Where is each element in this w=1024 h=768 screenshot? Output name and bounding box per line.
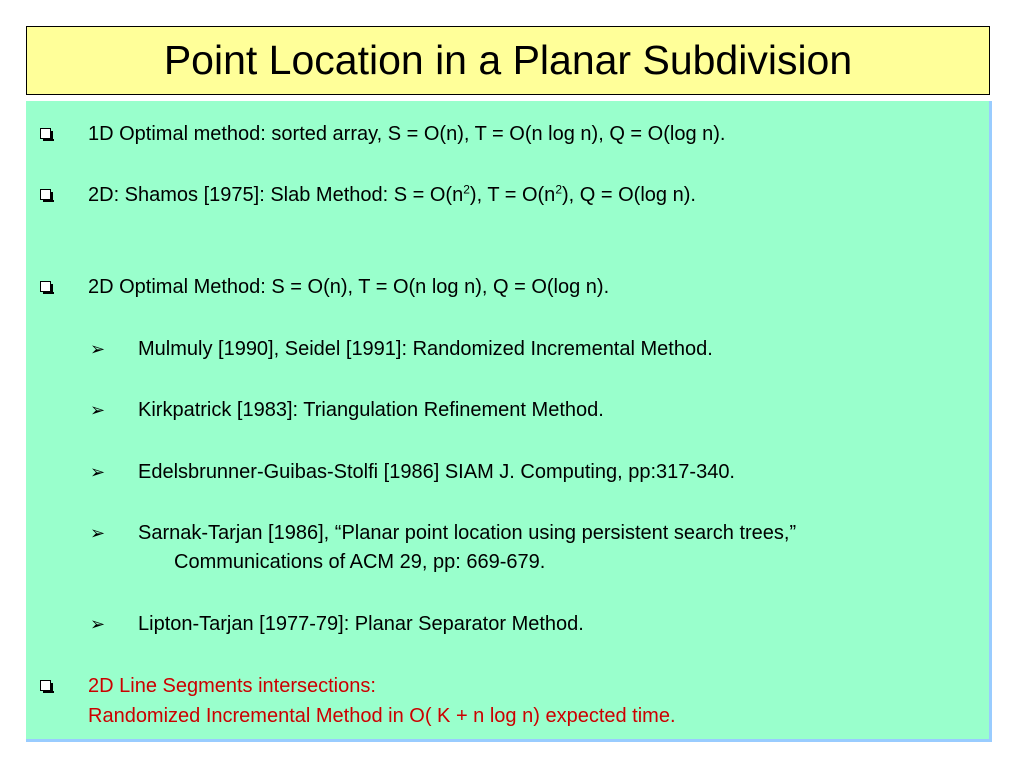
checkbox-bullet-icon [40, 680, 51, 691]
sub-mulmuly-seidel: Mulmuly [1990], Seidel [1991]: Randomized Incremental Method. [138, 338, 713, 360]
title-box [26, 26, 990, 95]
bullet-line-segments-detail: Randomized Incremental Method in O( K + n log n) expected time. [88, 705, 676, 727]
sub-edelsbrunner: Edelsbrunner-Guibas-Stolfi [1986] SIAM J. Computing, pp:317-340. [138, 461, 735, 483]
bullet-line-segments: 2D Line Segments intersections: [88, 675, 376, 697]
sub-lipton-tarjan: Lipton-Tarjan [1977-79]: Planar Separator Method. [138, 613, 584, 635]
shamos-text-c: ), Q = O(log n). [562, 184, 696, 206]
checkbox-bullet-icon [40, 189, 51, 200]
page-title: Point Location in a Planar Subdivision [163, 37, 853, 83]
shamos-sup-1: 2 [463, 182, 470, 197]
arrow-bullet-icon: ➢ [90, 614, 106, 634]
shamos-sup-2: 2 [555, 182, 562, 197]
arrow-bullet-icon: ➢ [90, 400, 106, 420]
arrow-bullet-icon: ➢ [90, 339, 106, 359]
checkbox-bullet-icon [40, 128, 51, 139]
arrow-bullet-icon: ➢ [90, 462, 106, 482]
sub-sarnak-tarjan-line2: Communications of ACM 29, pp: 669-679. [174, 551, 546, 573]
bullet-2d-optimal: 2D Optimal Method: S = O(n), T = O(n log n), Q = O(log n). [88, 276, 610, 298]
bullet-2d-shamos [88, 183, 696, 207]
arrow-bullet-icon: ➢ [90, 523, 106, 543]
shamos-text-a: 2D: Shamos [1975]: Slab Method: S = O(n [88, 184, 464, 206]
sub-kirkpatrick: Kirkpatrick [1983]: Triangulation Refinement Method. [138, 399, 604, 421]
content-panel [26, 101, 992, 742]
sub-sarnak-tarjan-line1: Sarnak-Tarjan [1986], “Planar point location using persistent search trees,” [138, 522, 797, 544]
checkbox-bullet-icon [40, 281, 51, 292]
bullet-1d-optimal: 1D Optimal method: sorted array, S = O(n), T = O(n log n), Q = O(log n). [88, 123, 726, 145]
shamos-text-b: ), T = O(n [469, 184, 556, 206]
